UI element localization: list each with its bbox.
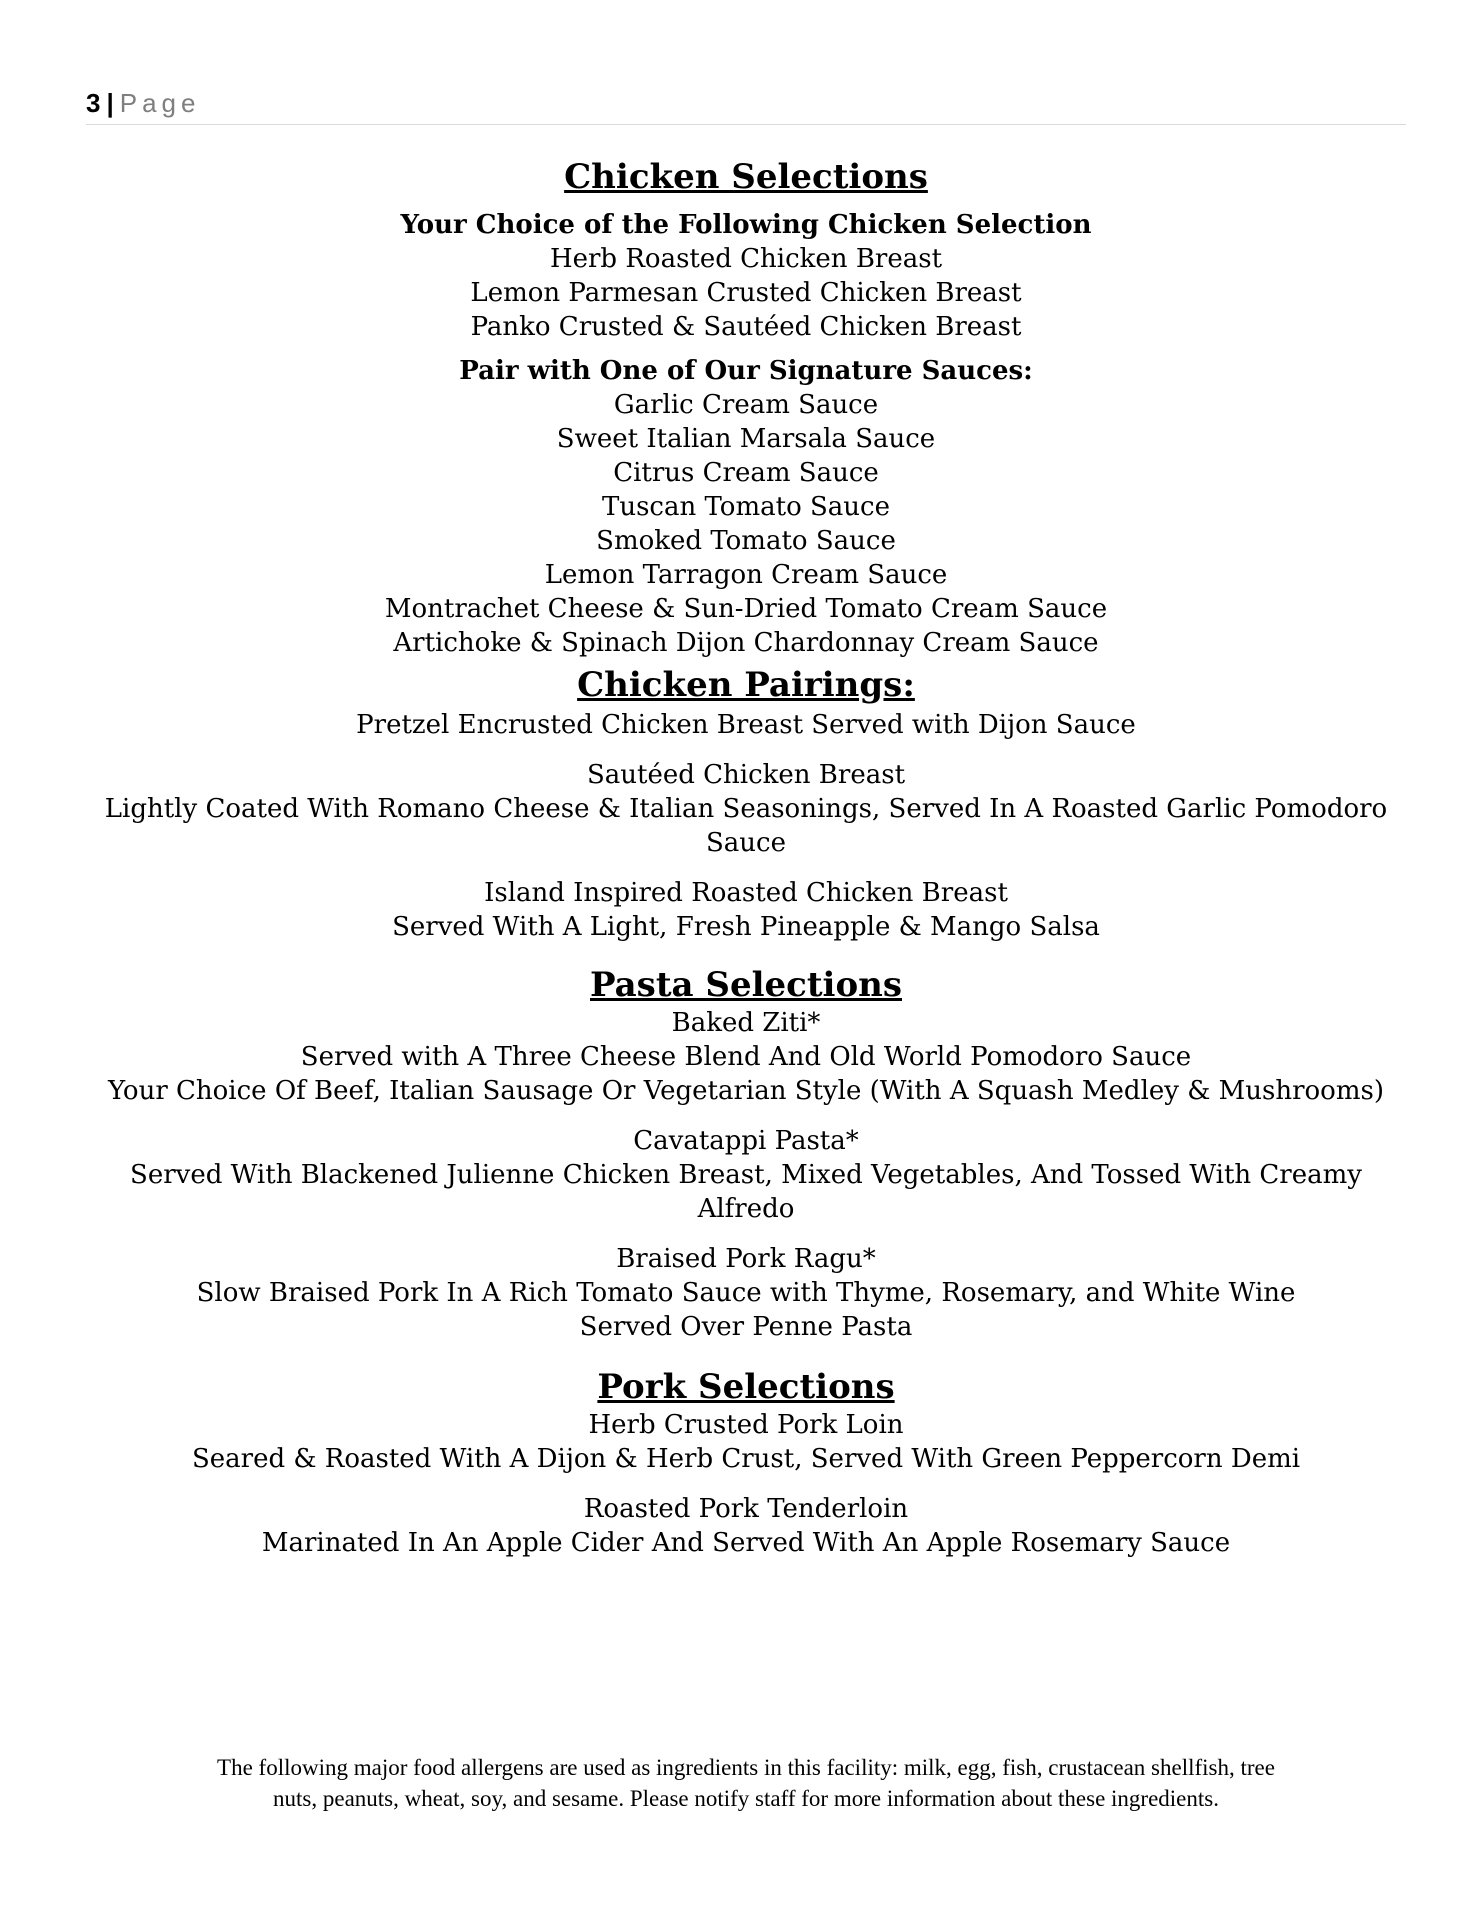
pasta-item <box>86 1242 1406 1344</box>
sauce-item: Artichoke & Spinach Dijon Chardonnay Cream Sauce <box>393 628 1099 658</box>
pasta-description: Your Choice Of Beef, Italian Sausage Or Vegetarian Style (With A Squash Medley & Mushrooms) <box>108 1076 1384 1106</box>
sauce-item: Citrus Cream Sauce <box>613 458 879 488</box>
pork-title: Pork Selections <box>597 1367 895 1407</box>
page-separator: | <box>106 88 114 118</box>
pairing-description: Served With A Light, Fresh Pineapple & Mango Salsa <box>392 912 1100 942</box>
pasta-title: Pasta Selections <box>590 965 902 1005</box>
page-label: Page <box>119 88 201 118</box>
menu-content <box>86 156 1406 1560</box>
pasta-name: Cavatappi Pasta* <box>633 1126 859 1156</box>
pasta-description: Served With Blackened Julienne Chicken Breast, Mixed Vegetables, And Tossed With Creamy Alfredo <box>130 1160 1362 1224</box>
pasta-section <box>86 964 1406 1344</box>
sauce-item: Montrachet Cheese & Sun-Dried Tomato Cream Sauce <box>384 594 1108 624</box>
sauce-item: Lemon Tarragon Cream Sauce <box>544 560 948 590</box>
pasta-description: Slow Braised Pork In A Rich Tomato Sauce with Thyme, Rosemary, and White Wine <box>196 1278 1296 1308</box>
sauce-item: Garlic Cream Sauce <box>613 390 879 420</box>
pairing-item <box>86 758 1406 860</box>
pork-description: Seared & Roasted With A Dijon & Herb Crust, Served With Green Peppercorn Demi <box>191 1444 1301 1474</box>
sauce-item: Sweet Italian Marsala Sauce <box>556 424 936 454</box>
chicken-choice-item: Herb Roasted Chicken Breast <box>549 244 943 274</box>
chicken-choice-item: Panko Crusted & Sautéed Chicken Breast <box>470 312 1022 342</box>
pairings-section <box>86 664 1406 944</box>
pairings-title: Chicken Pairings: <box>577 665 915 705</box>
sauce-item: Tuscan Tomato Sauce <box>601 492 890 522</box>
allergen-line: nuts, peanuts, wheat, soy, and sesame. Please notify staff for more information about these ingredients. <box>273 1786 1219 1811</box>
pasta-item <box>86 1124 1406 1226</box>
pork-section <box>86 1366 1406 1560</box>
pairing-item <box>86 876 1406 944</box>
pasta-name: Baked Ziti* <box>671 1008 821 1038</box>
pairing-item: Pretzel Encrusted Chicken Breast Served with Dijon Sauce <box>356 710 1136 740</box>
pairing-description: Lightly Coated With Romano Cheese & Italian Seasonings, Served In A Roasted Garlic Pomodoro Sauce <box>104 794 1388 858</box>
pasta-name: Braised Pork Ragu* <box>616 1244 876 1274</box>
chicken-choice-item: Lemon Parmesan Crusted Chicken Breast <box>470 278 1022 308</box>
pairing-name: Island Inspired Roasted Chicken Breast <box>484 878 1008 908</box>
allergen-notice <box>86 1752 1406 1814</box>
pork-name: Roasted Pork Tenderloin <box>583 1494 909 1524</box>
chicken-title: Chicken Selections <box>564 157 928 197</box>
pork-description: Marinated In An Apple Cider And Served With An Apple Rosemary Sauce <box>261 1528 1231 1558</box>
chicken-section <box>86 156 1406 660</box>
chicken-choice-heading: Your Choice of the Following Chicken Selection <box>400 210 1092 240</box>
page-header <box>86 88 1406 125</box>
pasta-description: Served with A Three Cheese Blend And Old World Pomodoro Sauce <box>300 1042 1192 1072</box>
page-number: 3 <box>86 88 101 118</box>
sauce-heading: Pair with One of Our Signature Sauces: <box>459 356 1033 386</box>
pasta-description: Served Over Penne Pasta <box>579 1312 913 1342</box>
sauce-item: Smoked Tomato Sauce <box>596 526 896 556</box>
pork-name: Herb Crusted Pork Loin <box>588 1410 904 1440</box>
allergen-line: The following major food allergens are used as ingredients in this facility: milk, egg, fish, crustacean shellfish, tree <box>217 1755 1275 1780</box>
pairing-name: Sautéed Chicken Breast <box>586 760 906 790</box>
pork-item <box>86 1492 1406 1560</box>
